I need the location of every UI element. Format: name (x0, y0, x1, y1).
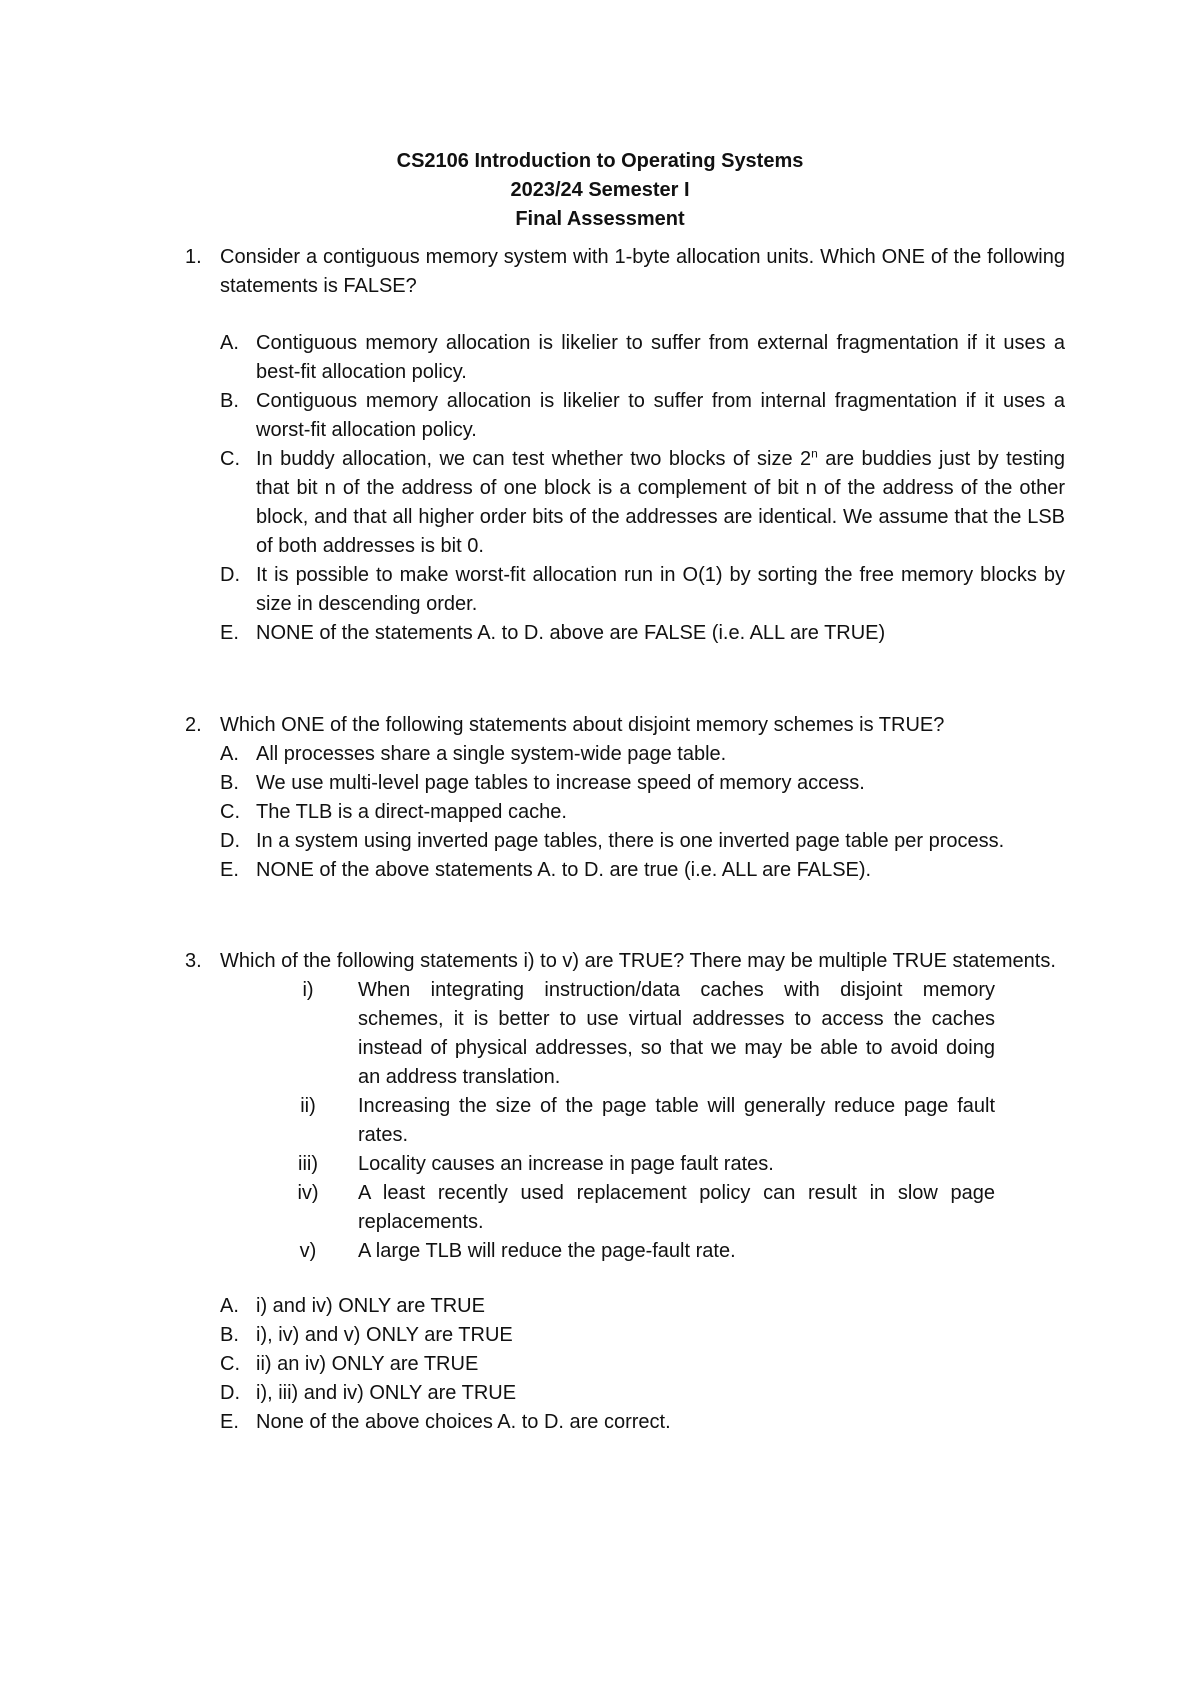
question-2 (185, 711, 1065, 885)
statement-numeral: iii) (298, 1153, 318, 1175)
semester-line: 2023/24 Semester I (510, 179, 690, 201)
statement-v (288, 1237, 995, 1266)
statement-ii (288, 1092, 995, 1150)
option-letter: E. (220, 622, 239, 644)
option-text-after: are buddies just by testing that bit n of the address of one block is a complement of bit n of the address of the other block, and that all higher order bits of the addresses are identical. We assume that the LSB of both addresses is bit 0. (256, 448, 1065, 557)
option-b (220, 1321, 1065, 1350)
question-number: 3. (185, 950, 202, 972)
option-b (220, 769, 1065, 798)
option-text: i), iii) and iv) ONLY are TRUE (256, 1382, 517, 1404)
option-e (220, 856, 1065, 885)
option-letter: B. (220, 390, 239, 412)
statement-text: A large TLB will reduce the page-fault rate. (358, 1240, 736, 1262)
option-superscript: n (811, 446, 818, 461)
statement-numeral: i) (302, 979, 314, 1001)
statement-numeral: v) (299, 1240, 317, 1262)
question-number: 2. (185, 714, 202, 736)
option-text: It is possible to make worst-fit allocation run in O(1) by sorting the free memory blocks by size in descending order. (256, 564, 1065, 615)
statement-text: Increasing the size of the page table will generally reduce page fault rates. (358, 1095, 995, 1146)
option-letter: A. (220, 1295, 239, 1317)
option-e (220, 619, 1065, 648)
option-letter: A. (220, 332, 239, 354)
course-title: CS2106 Introduction to Operating Systems (396, 150, 804, 172)
option-letter: C. (220, 448, 240, 470)
option-e (220, 1408, 1065, 1437)
option-text: Contiguous memory allocation is likelier to suffer from internal fragmentation if it uses a worst-fit allocation policy. (256, 390, 1065, 441)
question-1 (185, 243, 1065, 648)
option-text: All processes share a single system-wide page table. (256, 743, 727, 765)
option-list (220, 1292, 1065, 1437)
statement-list (288, 976, 1065, 1266)
option-text: Contiguous memory allocation is likelier to suffer from external fragmentation if it uses a best-fit allocation policy. (256, 332, 1065, 383)
option-letter: C. (220, 1353, 240, 1375)
option-text: The TLB is a direct-mapped cache. (256, 801, 567, 823)
question-3 (185, 947, 1065, 1437)
option-letter: D. (220, 1382, 240, 1404)
option-c (220, 798, 1065, 827)
statement-text: Locality causes an increase in page fault rates. (358, 1153, 774, 1175)
statement-iv (288, 1179, 995, 1237)
option-letter: E. (220, 859, 239, 881)
option-d (220, 561, 1065, 619)
option-letter: E. (220, 1411, 239, 1433)
question-text: Consider a contiguous memory system with 1-byte allocation units. Which ONE of the following statements is FALSE? (220, 246, 1065, 297)
option-letter: C. (220, 801, 240, 823)
option-a (220, 740, 1065, 769)
option-letter: A. (220, 743, 239, 765)
exam-header (0, 147, 1200, 234)
option-b (220, 387, 1065, 445)
option-d (220, 1379, 1065, 1408)
statement-numeral: ii) (300, 1095, 316, 1117)
option-text: We use multi-level page tables to increase speed of memory access. (256, 772, 865, 794)
question-number: 1. (185, 246, 202, 268)
option-text: NONE of the statements A. to D. above are FALSE (i.e. ALL are TRUE) (256, 622, 886, 644)
option-text-before: In buddy allocation, we can test whether two blocks of size 2 (256, 448, 812, 470)
option-c (220, 445, 1065, 561)
option-text: i) and iv) ONLY are TRUE (256, 1295, 485, 1317)
option-d (220, 827, 1065, 856)
statement-numeral: iv) (297, 1182, 319, 1204)
option-list (220, 740, 1065, 885)
statement-text: When integrating instruction/data caches with disjoint memory schemes, it is better to use virtual addresses to access the caches instead of physical addresses, so that we may be able to avoid doing an address translation. (358, 979, 995, 1088)
option-text: NONE of the above statements A. to D. are true (i.e. ALL are FALSE). (256, 859, 872, 881)
statement-i (288, 976, 995, 1092)
option-text: None of the above choices A. to D. are correct. (256, 1411, 671, 1433)
option-list (220, 329, 1065, 648)
option-c (220, 1350, 1065, 1379)
question-text: Which ONE of the following statements about disjoint memory schemes is TRUE? (220, 714, 945, 736)
option-text: i), iv) and v) ONLY are TRUE (256, 1324, 513, 1346)
option-a (220, 329, 1065, 387)
assessment-title: Final Assessment (515, 208, 685, 230)
statement-iii (288, 1150, 995, 1179)
statement-text: A least recently used replacement policy can result in slow page replacements. (358, 1182, 995, 1233)
option-text: ii) an iv) ONLY are TRUE (256, 1353, 479, 1375)
option-letter: D. (220, 564, 240, 586)
option-letter: B. (220, 1324, 239, 1346)
option-letter: D. (220, 830, 240, 852)
option-letter: B. (220, 772, 239, 794)
option-text: In a system using inverted page tables, there is one inverted page table per process. (256, 830, 1005, 852)
question-text: Which of the following statements i) to v) are TRUE? There may be multiple TRUE statements. (220, 950, 1056, 972)
option-a (220, 1292, 1065, 1321)
